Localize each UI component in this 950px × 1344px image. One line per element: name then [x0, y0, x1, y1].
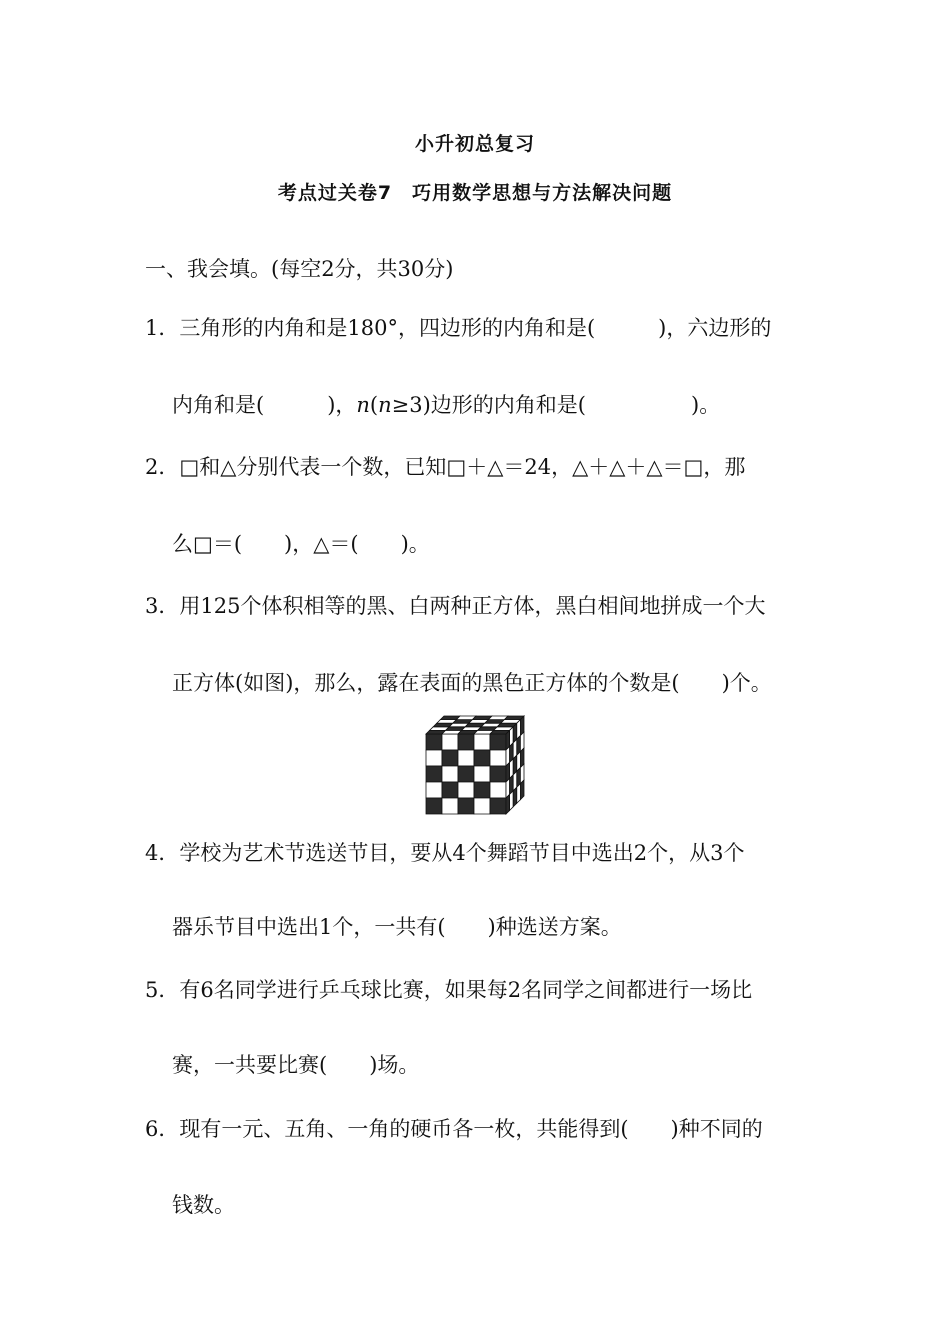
cube-front-cell — [442, 766, 458, 782]
q1-text-c: ≥3)边形的内角和是( )。 — [391, 393, 721, 417]
cube-front-cell — [426, 750, 442, 766]
q1-paren: ( — [369, 393, 379, 417]
cube-front-cell — [490, 766, 506, 782]
q1-var-n-2: n — [378, 393, 392, 417]
cube-front-cell — [490, 750, 506, 766]
cube-front-cell — [474, 766, 490, 782]
cube-front-cell — [426, 782, 442, 798]
cube-front-cell — [458, 766, 474, 782]
cube-side-cell — [506, 794, 510, 814]
question-4-line-2: 器乐节目中选出1个，一共有( )种选送方案。 — [172, 915, 622, 939]
question-2-line-1: 2．□和△分别代表一个数，已知□＋△＝24，△＋△＋△＝□，那 — [145, 455, 746, 479]
question-6-line-1: 6．现有一元、五角、一角的硬币各一枚，共能得到( )种不同的 — [145, 1117, 763, 1141]
cube-side-cell — [513, 787, 517, 807]
checkered-cube-icon — [424, 714, 526, 816]
cube-front-cell — [490, 798, 506, 814]
cube-front-cell — [458, 782, 474, 798]
cube-front-cell — [474, 734, 490, 750]
cube-side-cell — [510, 791, 514, 811]
cube-front-cell — [458, 798, 474, 814]
cube-front-cell — [474, 750, 490, 766]
cube-front-cell — [426, 734, 442, 750]
cube-front-cell — [458, 750, 474, 766]
question-1-line-1: 1．三角形的内角和是180°，四边形的内角和是( )，六边形的 — [145, 316, 772, 340]
page-subtitle: 考点过关卷7 巧用数学思想与方法解决问题 — [277, 182, 673, 204]
page-title: 小升初总复习 — [414, 133, 535, 155]
cube-front-cell — [490, 782, 506, 798]
question-3-line-2: 正方体(如图)，那么，露在表面的黑色正方体的个数是( )个。 — [172, 671, 772, 695]
q1-var-n: n — [356, 393, 370, 417]
cube-front-cell — [490, 734, 506, 750]
question-2-line-2: 么□＝( )，△＝( )。 — [172, 532, 430, 556]
cube-front-cell — [426, 766, 442, 782]
question-1-line-2 — [172, 391, 720, 419]
cube-front-cell — [458, 734, 474, 750]
cube-figure-svg — [424, 714, 526, 816]
cube-front-cell — [474, 782, 490, 798]
question-5-line-2: 赛，一共要比赛( )场。 — [172, 1053, 420, 1077]
cube-front-cell — [442, 782, 458, 798]
cube-side-cell — [520, 780, 524, 800]
question-6-line-2: 钱数。 — [172, 1193, 235, 1217]
cube-front-cell — [474, 798, 490, 814]
q1-text-a: 内角和是( )， — [172, 393, 357, 417]
cube-front-cell — [442, 798, 458, 814]
section-heading: 一、我会填。(每空2分，共30分) — [145, 257, 454, 281]
cube-front-cell — [442, 750, 458, 766]
question-5-line-1: 5．有6名同学进行乒乓球比赛，如果每2名同学之间都进行一场比 — [145, 978, 753, 1002]
cube-side-cell — [517, 784, 521, 804]
question-3-line-1: 3．用125个体积相等的黑、白两种正方体，黑白相间地拼成一个大 — [145, 594, 766, 618]
cube-front-cell — [442, 734, 458, 750]
cube-front-cell — [426, 798, 442, 814]
question-4-line-1: 4．学校为艺术节选送节目，要从4个舞蹈节目中选出2个，从3个 — [145, 841, 745, 865]
